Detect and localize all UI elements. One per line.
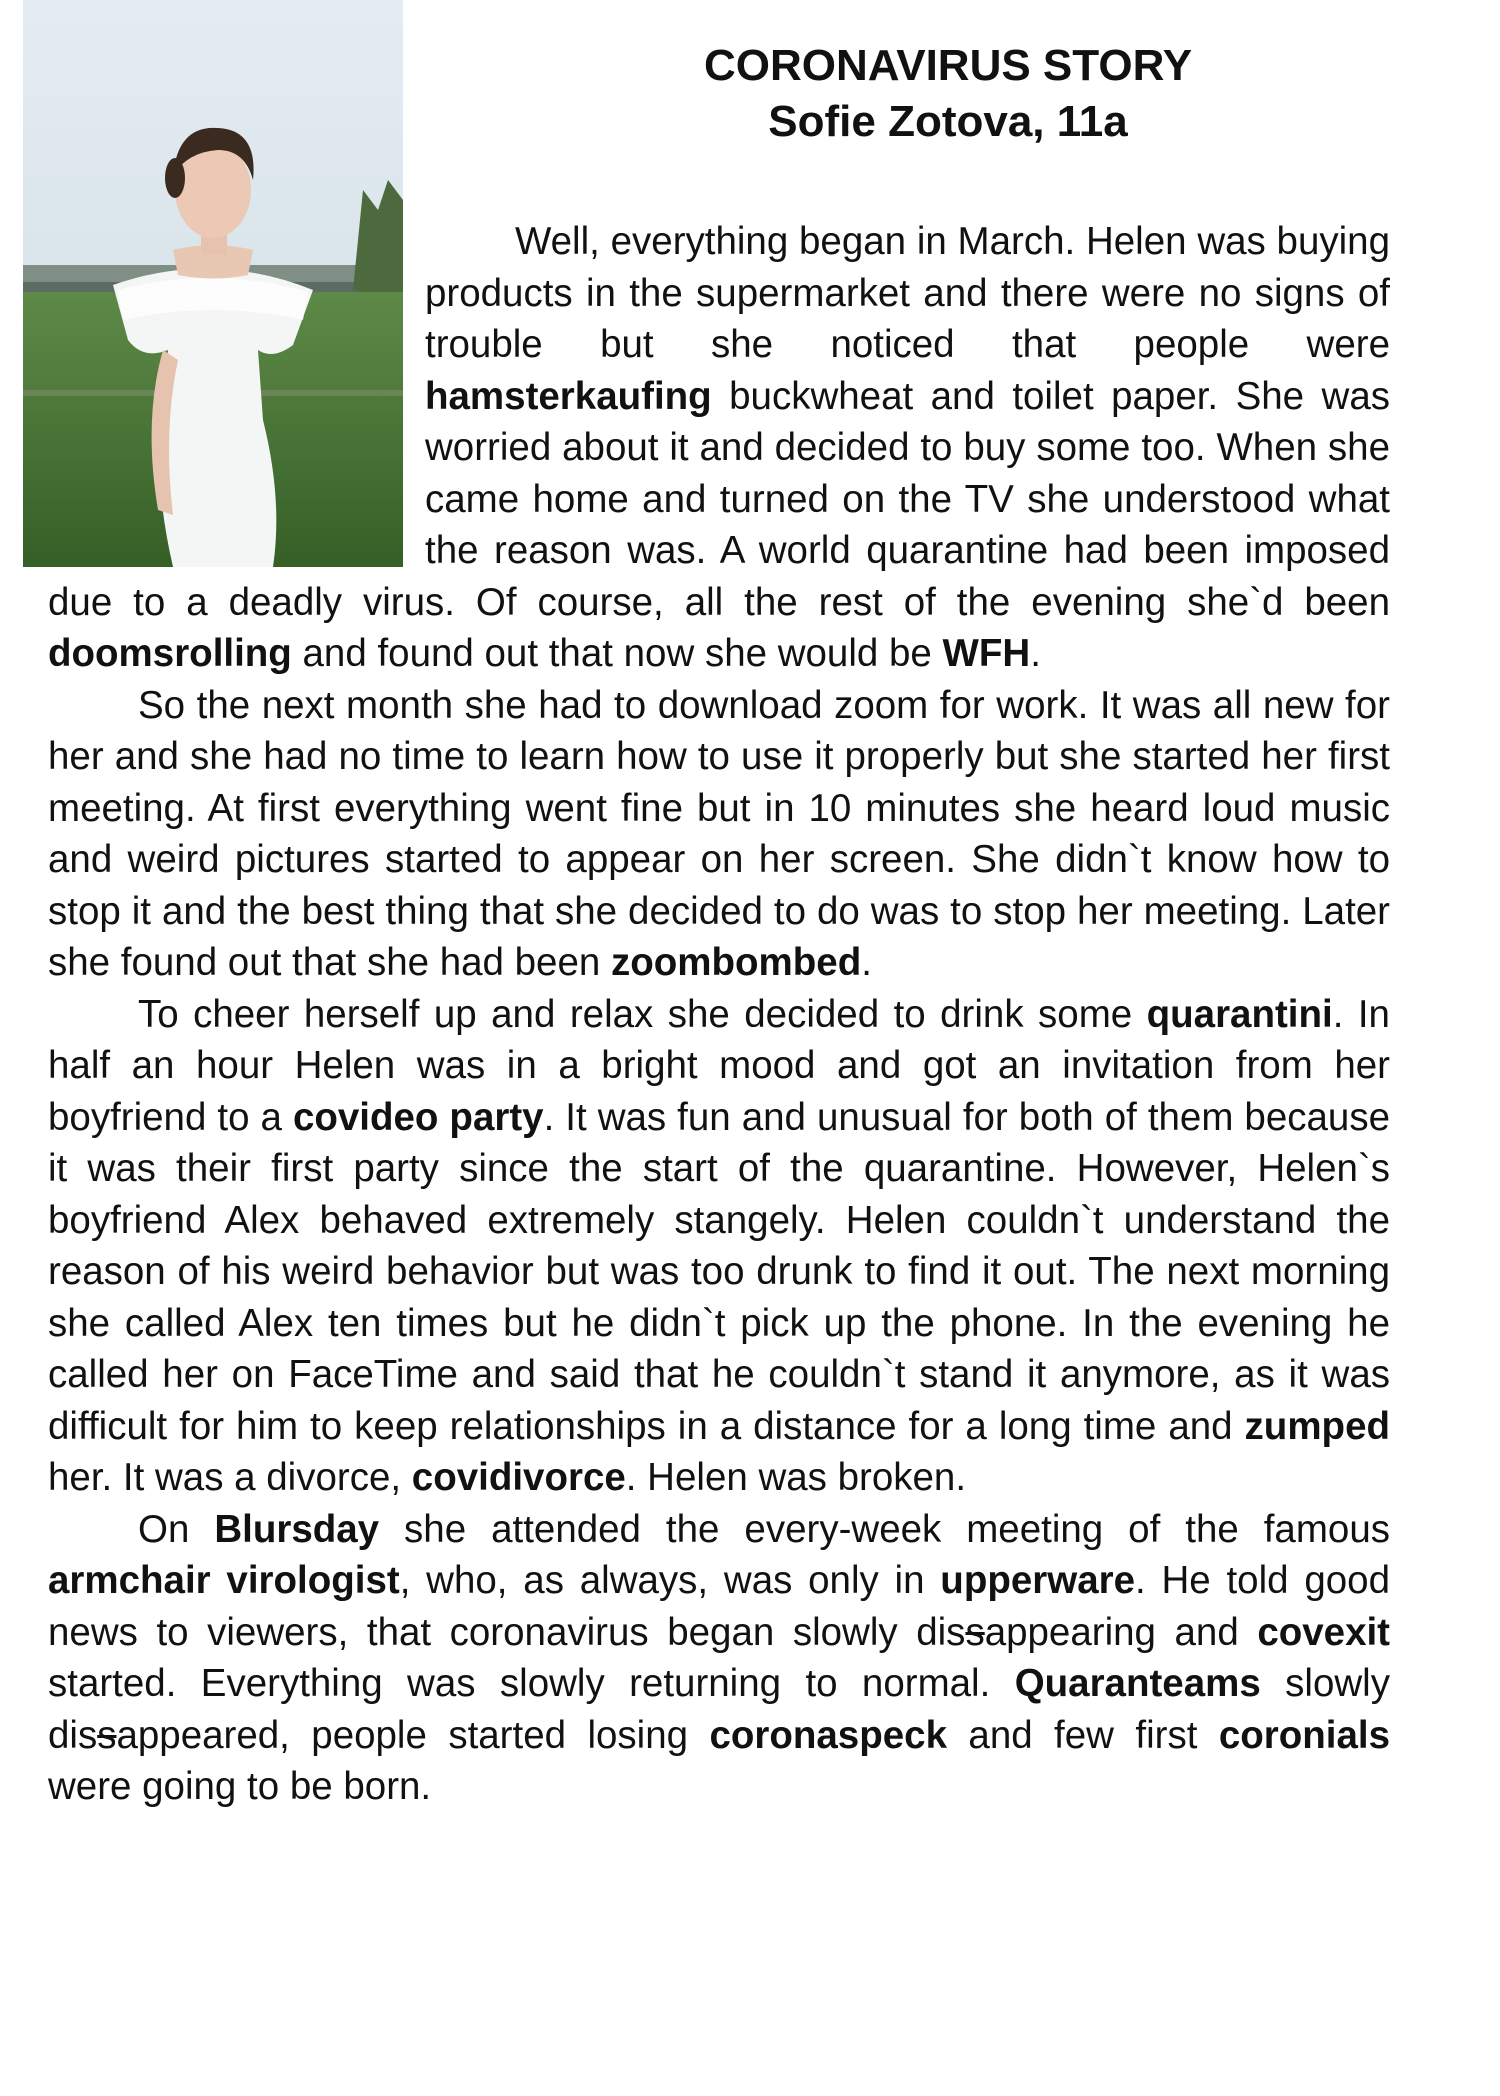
- highlighted-term: Quaranteams: [1014, 1662, 1261, 1705]
- highlighted-term: covideo party: [292, 1095, 544, 1139]
- paragraph-text: appeared, people started losing: [116, 1713, 710, 1757]
- paragraph-text: . Helen was broken.: [625, 1456, 967, 1499]
- story-body: [48, 216, 1390, 1813]
- paragraph-text: .: [1030, 632, 1041, 675]
- story-paragraph: [48, 1504, 1390, 1813]
- highlighted-term: coronials: [1218, 1713, 1390, 1757]
- paragraph-text: .: [861, 941, 872, 984]
- highlighted-term: covexit: [1257, 1610, 1390, 1654]
- paragraph-text: and few first: [946, 1713, 1219, 1757]
- paragraph-text: started. Everything was slowly returning to normal.: [48, 1662, 1015, 1705]
- paragraph-text: buckwheat and toilet paper. She was worried about it and decided to buy some too. When she came home and turned on the TV she understood what the reason was. A world quarantine had been imposed due to a deadly virus. Of course, all the rest of the evening she`d been: [48, 374, 1390, 624]
- highlighted-term: quarantini: [1146, 992, 1333, 1036]
- highlighted-term: zoombombed: [611, 941, 862, 984]
- story-paragraph: [48, 680, 1390, 989]
- highlighted-term: zumped: [1244, 1404, 1390, 1448]
- paragraph-text: Well, everything began in March. Helen was buying products in the supermarket and there were no signs of trouble but she noticed that people were: [425, 220, 1390, 366]
- paragraph-text: . It was fun and unusual for both of them because it was their first party since the start of the quarantine. However, Helen`s boyfriend Alex behaved extremely stangely. Helen couldn`t understand the reason of his weird behavior but was too drunk to find it out. The next morning she called Alex ten times but he didn`t pick up the phone. In the evening he called her on FaceTime and said that he couldn`t stand it anymore, as it was difficult for him to keep relationships in a distance for a long time and: [48, 1095, 1390, 1448]
- paragraph-text: appearing and: [984, 1610, 1258, 1654]
- struck-letter: s: [965, 1610, 985, 1654]
- paragraph-text: her. It was a divorce,: [48, 1456, 412, 1499]
- paragraph-text: she attended the every-week meeting of the famous: [379, 1507, 1390, 1551]
- paragraph-text: So the next month she had to download zoom for work. It was all new for her and she had no time to learn how to use it properly but she started her first meeting. At first everything went fine but in 10 minutes she heard loud music and weird pictures started to appear on her screen. She didn`t know how to stop it and the best thing that she decided to do was to stop her meeting. Later she found out that she had been: [48, 683, 1390, 984]
- paragraph-text: slowly dis: [48, 1662, 1390, 1757]
- highlighted-term: WFH: [942, 632, 1031, 675]
- document-header: [403, 38, 1493, 150]
- highlighted-term: covidivorce: [411, 1456, 626, 1499]
- story-title: CORONAVIRUS STORY: [703, 41, 1193, 90]
- highlighted-term: upperware: [940, 1559, 1135, 1602]
- highlighted-term: Blursday: [214, 1507, 380, 1551]
- paragraph-text: and found out that now she would be: [291, 632, 943, 675]
- highlighted-term: doomsrolling: [48, 632, 292, 675]
- highlighted-term: coronaspeck: [709, 1713, 947, 1757]
- highlighted-term: armchair virologist: [48, 1559, 400, 1602]
- paragraph-text: were going to be born.: [48, 1765, 432, 1808]
- story-paragraph: [48, 989, 1390, 1504]
- struck-letter: s: [97, 1713, 117, 1757]
- paragraph-text: On: [138, 1507, 215, 1551]
- paragraph-text: , who, as always, was only in: [399, 1559, 941, 1602]
- photo-spacer: [23, 216, 403, 566]
- story-author: Sofie Zotova, 11a: [768, 97, 1128, 146]
- paragraph-text: . He told good news to viewers, that coronavirus began slowly dis: [48, 1559, 1390, 1654]
- highlighted-term: hamsterkaufing: [425, 374, 712, 418]
- paragraph-text: To cheer herself up and relax she decided to drink some: [138, 992, 1147, 1036]
- paragraph-text: . In half an hour Helen was in a bright mood and got an invitation from her boyfriend to a: [48, 992, 1390, 1139]
